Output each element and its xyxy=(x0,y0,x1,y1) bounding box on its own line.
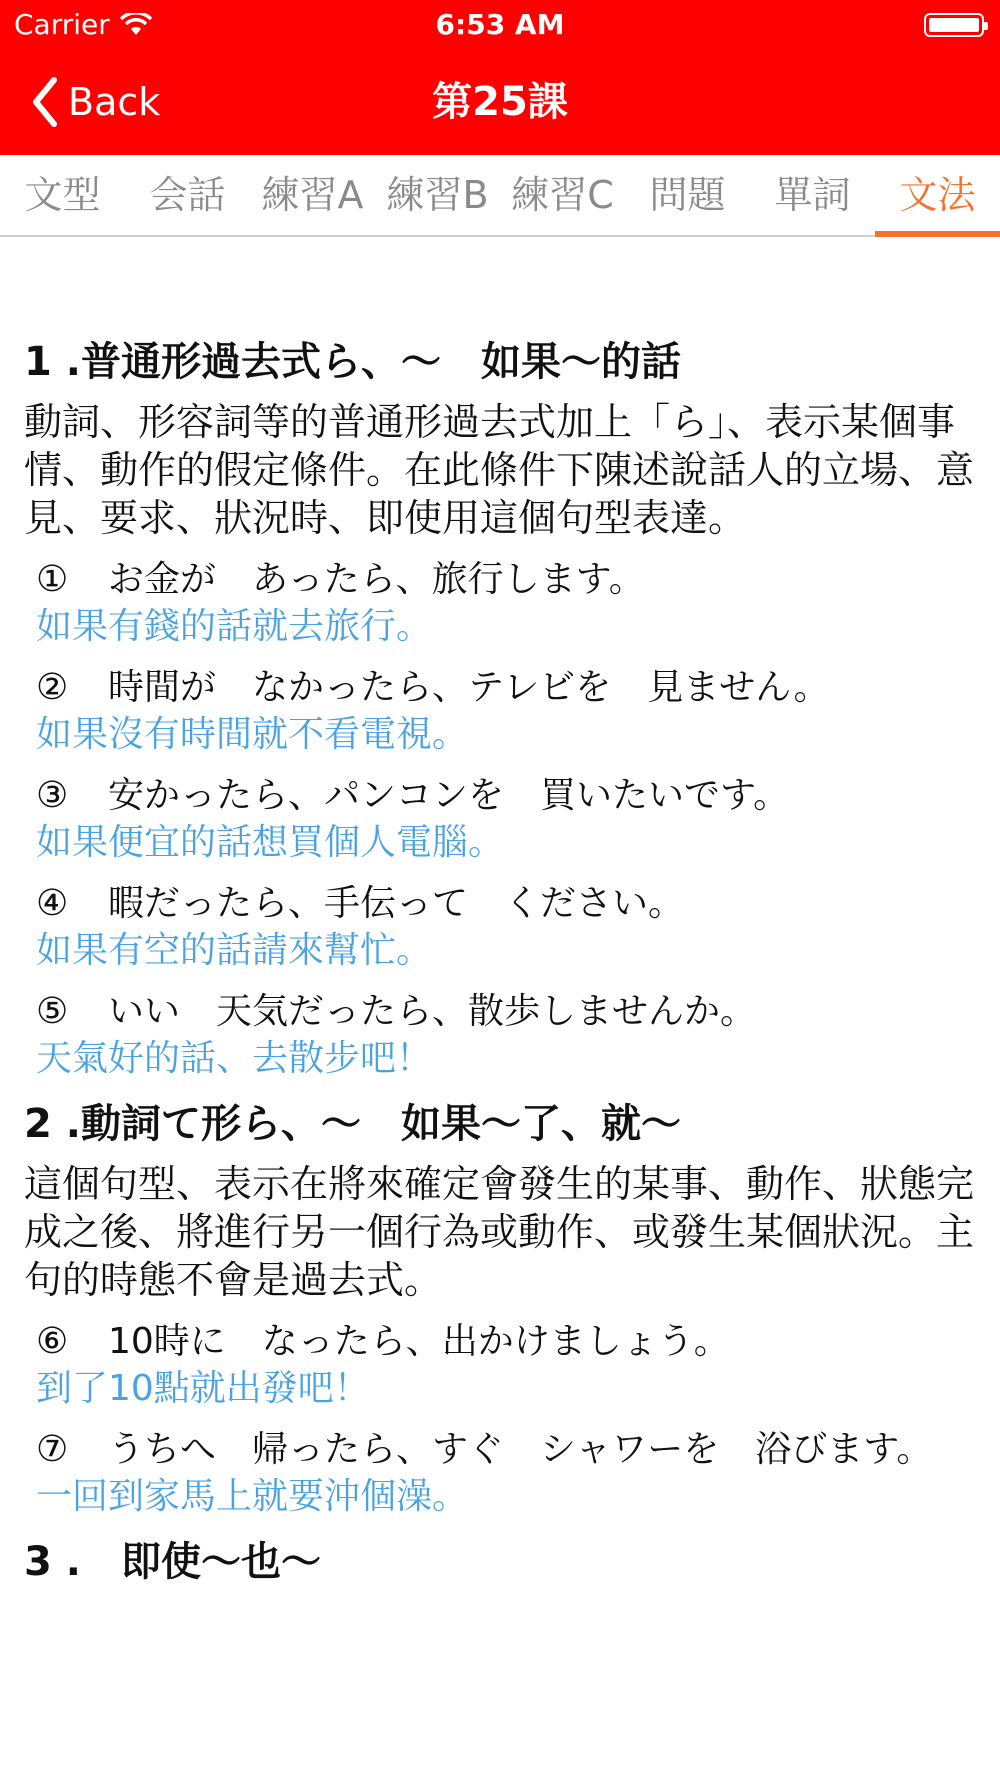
example-item xyxy=(24,880,976,974)
example-translation: 如果便宜的話想買個人電腦。 xyxy=(36,822,505,863)
example-item xyxy=(24,664,976,758)
example-sentence: いい 天気だったら、散歩しませんか。 xyxy=(108,991,757,1032)
tab-kaiwa[interactable]: 会話 xyxy=(149,173,226,217)
example-sentence: うちへ 帰ったら、すぐ シャワーを 浴びます。 xyxy=(108,1429,933,1470)
example-japanese xyxy=(36,1426,976,1474)
example-sentence: 暇だったら、手伝って ください。 xyxy=(108,883,685,924)
example-translation: 如果有空的話請來幫忙。 xyxy=(36,930,433,971)
grammar-content[interactable] xyxy=(0,237,1000,1778)
example-translation: 天氣好的話、去散步吧！ xyxy=(36,1038,433,1079)
battery-icon xyxy=(924,13,984,37)
section-title: 1 .普通形過去式ら、～ 如果～的話 xyxy=(24,339,681,385)
example-number: ② xyxy=(36,667,69,708)
example-sentence: 10時に なったら、出かけましょう。 xyxy=(108,1321,730,1362)
carrier-label: Carrier xyxy=(14,8,110,41)
example-item xyxy=(24,772,976,866)
example-number: ③ xyxy=(36,775,69,816)
page-title: 第25課 xyxy=(432,79,568,125)
example-japanese xyxy=(36,664,976,712)
tab-bunpo[interactable]: 文法 xyxy=(875,155,1000,235)
example-sentence: お金が あったら、旅行します。 xyxy=(108,559,645,600)
section-description: 這個句型、表示在將來確定會發生的某事、動作、狀態完成之後、將進行另一個行為或動作、或發生某個狀況。主句的時態不會是過去式。 xyxy=(24,1162,975,1302)
section-title: 3 . 即使～也～ xyxy=(24,1539,321,1585)
example-item xyxy=(24,988,976,1082)
section-title: 2 .動詞て形ら、～ 如果～了、就～ xyxy=(24,1101,681,1147)
example-translation: 一回到家馬上就要沖個澡。 xyxy=(36,1476,469,1517)
example-translation: 到了10點就出發吧！ xyxy=(36,1368,370,1409)
example-translation: 如果沒有時間就不看電視。 xyxy=(36,714,469,755)
example-number: ⑤ xyxy=(36,991,69,1032)
example-number: ⑥ xyxy=(36,1321,69,1362)
tab-bar xyxy=(0,155,1000,237)
example-japanese xyxy=(36,1318,976,1366)
tab-renshu-a[interactable]: 練習A xyxy=(261,173,364,217)
tab-tango[interactable]: 單詞 xyxy=(774,173,851,217)
tab-renshu-b[interactable]: 練習B xyxy=(386,173,489,217)
example-item xyxy=(24,1318,976,1412)
example-item xyxy=(24,556,976,650)
example-number: ① xyxy=(36,559,69,600)
example-translation: 如果有錢的話就去旅行。 xyxy=(36,606,433,647)
example-sentence: 安かったら、パンコンを 買いたいです。 xyxy=(108,775,790,816)
example-japanese xyxy=(36,772,976,820)
example-number: ④ xyxy=(36,883,69,924)
navigation-bar xyxy=(0,50,1000,155)
status-time: 6:53 AM xyxy=(435,8,565,41)
top-bar xyxy=(0,0,1000,155)
example-sentence: 時間が なかったら、テレビを 見ません。 xyxy=(108,667,830,708)
back-label: Back xyxy=(68,80,161,124)
tab-mondai[interactable]: 問題 xyxy=(649,173,726,217)
example-japanese xyxy=(36,880,976,928)
section-description: 動詞、形容詞等的普通形過去式加上「ら」、表示某個事情、動作的假定條件。在此條件下陳述說話人的立場、意見、要求、狀況時、即使用這個句型表達。 xyxy=(24,400,975,540)
example-japanese xyxy=(36,988,976,1036)
tab-bunkei[interactable]: 文型 xyxy=(24,173,101,217)
example-number: ⑦ xyxy=(36,1429,69,1470)
status-bar xyxy=(0,0,1000,50)
example-japanese xyxy=(36,556,976,604)
example-item xyxy=(24,1426,976,1520)
tab-renshu-c[interactable]: 練習C xyxy=(511,173,614,217)
